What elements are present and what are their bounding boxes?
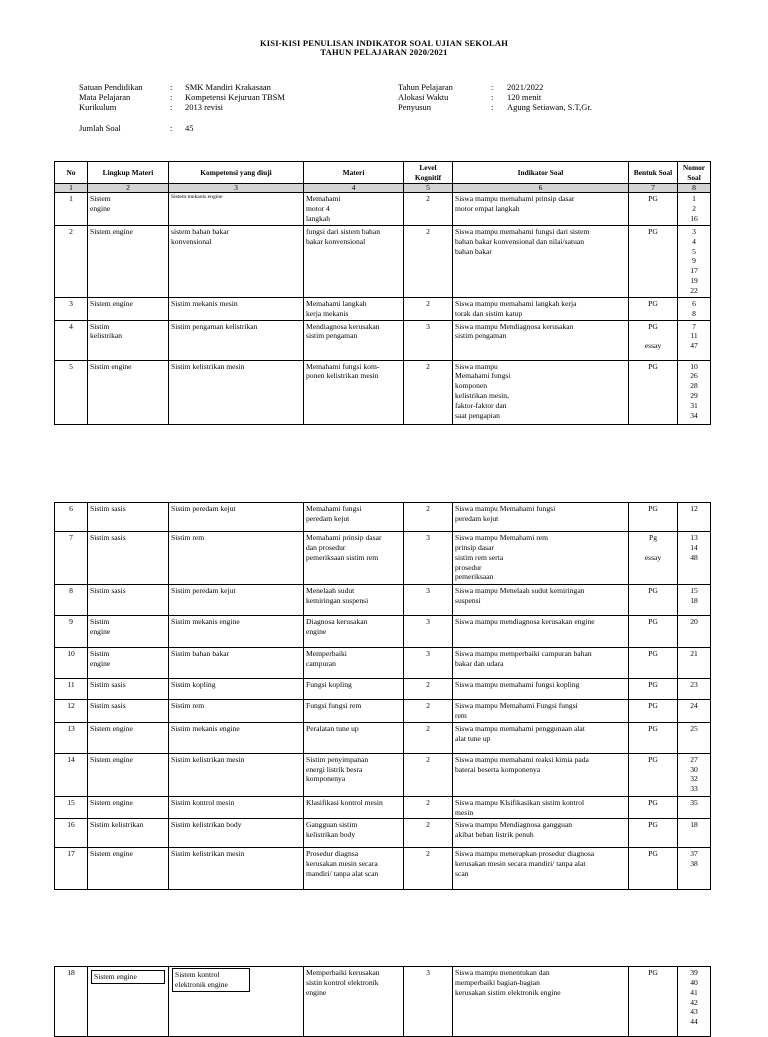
column-number: 4	[304, 184, 404, 193]
cell-no: 7	[55, 532, 88, 585]
cell-indikator: Siswa mampu memahami reaksi kimia pada baterai beserta komponenya	[453, 753, 629, 796]
cell-kompetensi: Sistim kelistrikan mesin	[169, 848, 304, 890]
cell-level: 2	[404, 753, 453, 796]
cell-materi: Sistim penyimpanan energi listrik besra komponenya	[304, 753, 404, 796]
cell-materi: Memahami fungsi kom- ponen kelistrikan mesin	[304, 360, 404, 424]
info-label: Mata Pelajaran	[79, 92, 131, 102]
cell-materi: Gangguan sistim kelistrikan body	[304, 819, 404, 848]
cell-materi: Memahami langkah kerja mekanis	[304, 297, 404, 320]
info-separator: :	[170, 123, 173, 133]
cell-indikator: Siswa mampu memahami langkah kerja torak dan sistim katup	[453, 297, 629, 320]
cell-materi: Mendiagnosa kerusakan sistim pengaman	[304, 320, 404, 360]
column-number: 6	[453, 184, 629, 193]
kisi-kisi-table-part-3	[54, 966, 711, 1037]
cell-materi: Memperbaiki kerusakan sistin kontrol elektronik engine	[304, 967, 404, 1037]
cell-lingkup: Sistem engine	[88, 193, 169, 226]
info-separator: :	[170, 102, 173, 112]
cell-bentuk: PG	[629, 753, 678, 796]
cell-no: 4	[55, 320, 88, 360]
cell-level: 3	[404, 532, 453, 585]
column-header: Materi	[304, 162, 404, 184]
cell-bentuk: PG	[629, 679, 678, 700]
cell-kompetensi	[169, 967, 304, 1037]
column-header: Level Kognitif	[404, 162, 453, 184]
cell-no: 11	[55, 679, 88, 700]
table-row	[55, 225, 711, 297]
info-value: Agung Setiawan, S.T,Gr.	[507, 102, 592, 112]
cell-no: 9	[55, 616, 88, 648]
cell-kompetensi: Sistim pengaman kelistrikan	[169, 320, 304, 360]
table-row	[55, 753, 711, 796]
cell-kompetensi: Sistim mekanis engine	[169, 616, 304, 648]
cell-bentuk: PG	[629, 819, 678, 848]
cell-bentuk: PG	[629, 193, 678, 226]
cell-nomor: 1 2 16	[678, 193, 711, 226]
cell-level: 2	[404, 700, 453, 723]
cell-indikator: Siswa mampu Memahami Fungsi fungsi rem	[453, 700, 629, 723]
cell-bentuk: PG	[629, 360, 678, 424]
cell-kompetensi: Sistim rem	[169, 532, 304, 585]
cell-lingkup: Sistim engine	[88, 360, 169, 424]
info-separator: :	[170, 92, 173, 102]
cell-nomor: 23	[678, 679, 711, 700]
cell-materi: Memahami prinsip dasar dan prosedur pemeriksaan sistim rem	[304, 532, 404, 585]
cell-lingkup: Sistim sasis	[88, 503, 169, 532]
info-value: SMK Mandiri Krakasaan	[185, 82, 271, 92]
cell-lingkup: Sistim sasis	[88, 532, 169, 585]
cell-lingkup: Sistim engine	[88, 648, 169, 679]
cell-kompetensi: Sistim kopling	[169, 679, 304, 700]
cell-indikator: Siswa mampu memahami fungsi dari sistem bahan bakar konvensional dan nilai/satuan bahan bakar	[453, 225, 629, 297]
cell-no: 17	[55, 848, 88, 890]
cell-kompetensi: Sistim kelistrikan mesin	[169, 753, 304, 796]
cell-no: 12	[55, 700, 88, 723]
cell-lingkup: Sistim engine	[88, 616, 169, 648]
table-row	[55, 848, 711, 890]
cell-no: 6	[55, 503, 88, 532]
column-number: 3	[169, 184, 304, 193]
table-row	[55, 616, 711, 648]
cell-bentuk: PG	[629, 616, 678, 648]
column-number: 5	[404, 184, 453, 193]
cell-kompetensi: Sistim kelistrikan mesin	[169, 360, 304, 424]
table-row	[55, 679, 711, 700]
cell-level: 2	[404, 679, 453, 700]
cell-bentuk: PG	[629, 225, 678, 297]
info-value: Kompetensi Kejuruan TBSM	[185, 92, 285, 102]
column-header: No	[55, 162, 88, 184]
cell-bentuk: PG	[629, 503, 678, 532]
table-row	[55, 819, 711, 848]
cell-bentuk: PG	[629, 648, 678, 679]
cell-indikator: Siswa mampu Memahami fungsi peredam kejut	[453, 503, 629, 532]
cell-nomor: 10 26 28 29 31 34	[678, 360, 711, 424]
cell-nomor: 13 14 48	[678, 532, 711, 585]
info-separator: :	[491, 92, 494, 102]
cell-lingkup: Sistem engine	[88, 297, 169, 320]
cell-indikator: Siswa mampu Menelaah sudut kemiringan suspensi	[453, 585, 629, 616]
cell-nomor: 24	[678, 700, 711, 723]
info-label: Kurikulum	[79, 102, 117, 112]
info-separator: :	[491, 102, 494, 112]
kisi-kisi-table-part-2	[54, 502, 711, 890]
cell-indikator: Siswa mampu memahami penggunaan alat alat tune up	[453, 722, 629, 753]
cell-nomor: 18	[678, 819, 711, 848]
cell-materi: Prosedur diagnsa kerusakan mesin secara mandiri/ tanpa alat scan	[304, 848, 404, 890]
cell-kompetensi: sistem bahan bakar konvensional	[169, 225, 304, 297]
info-label: Tahun Pelajaran	[398, 82, 453, 92]
cell-no: 8	[55, 585, 88, 616]
column-number: 2	[88, 184, 169, 193]
table-row	[55, 967, 711, 1037]
cell-materi: Fungsi kopling	[304, 679, 404, 700]
table-row	[55, 503, 711, 532]
cell-indikator: Siswa mampu memahami prinsip dasar motor empat langkah	[453, 193, 629, 226]
cell-no: 14	[55, 753, 88, 796]
lingkup-box: Sistem engine	[91, 970, 165, 984]
cell-level: 2	[404, 225, 453, 297]
cell-indikator: Siswa mampu memahami fungsi kopling	[453, 679, 629, 700]
column-number: 1	[55, 184, 88, 193]
cell-indikator: Siswa mampu menerapkan prosedur diagnosa kerusakan mesin secara mandiri/ tanpa alat scan	[453, 848, 629, 890]
info-value: 45	[185, 123, 194, 133]
cell-materi: Memahami motor 4 langkah	[304, 193, 404, 226]
cell-nomor: 37 38	[678, 848, 711, 890]
table-row	[55, 297, 711, 320]
cell-kompetensi: Sistim rem	[169, 700, 304, 723]
column-number: 8	[678, 184, 711, 193]
cell-bentuk: PG	[629, 700, 678, 723]
info-separator: :	[170, 82, 173, 92]
column-header: Bentuk Soal	[629, 162, 678, 184]
cell-level: 3	[404, 616, 453, 648]
cell-indikator: Siswa mampu Klsifikasikan sistim kontrol mesin	[453, 796, 629, 819]
cell-nomor: 12	[678, 503, 711, 532]
cell-level: 2	[404, 297, 453, 320]
cell-indikator: Siswa mampu Mendiagnosa kerusakan sistim pengaman	[453, 320, 629, 360]
cell-bentuk: PG	[629, 967, 678, 1037]
kompetensi-box: Sistem kontrol elektronik engine	[172, 968, 250, 992]
column-header: Indikator Soal	[453, 162, 629, 184]
cell-level: 3	[404, 648, 453, 679]
column-header: Lingkup Materi	[88, 162, 169, 184]
cell-nomor: 15 18	[678, 585, 711, 616]
info-label: Penyusun	[398, 102, 432, 112]
cell-lingkup: Sistem engine	[88, 225, 169, 297]
column-header: Nomor Soal	[678, 162, 711, 184]
cell-materi: Memperbaiki campuran	[304, 648, 404, 679]
info-value: 2021/2022	[507, 82, 544, 92]
cell-kompetensi: Sistim kontrol mesin	[169, 796, 304, 819]
table-row	[55, 796, 711, 819]
cell-nomor: 3 4 5 9 17 19 22	[678, 225, 711, 297]
info-value: 2013 revisi	[185, 102, 224, 112]
cell-lingkup: Sistim sasis	[88, 700, 169, 723]
table-row	[55, 722, 711, 753]
cell-bentuk: Pg essay	[629, 532, 678, 585]
cell-lingkup: Sistim kelistrikan	[88, 320, 169, 360]
cell-kompetensi: Sistim bahan bakar	[169, 648, 304, 679]
table-row	[55, 585, 711, 616]
cell-kompetensi: Sistim mekanis mesin	[169, 297, 304, 320]
cell-lingkup	[88, 967, 169, 1037]
cell-level: 2	[404, 848, 453, 890]
cell-lingkup: Sistim kelistrikan	[88, 819, 169, 848]
table-row	[55, 320, 711, 360]
cell-no: 16	[55, 819, 88, 848]
cell-lingkup: Sistem engine	[88, 796, 169, 819]
cell-lingkup: Sistem engine	[88, 848, 169, 890]
table-row	[55, 360, 711, 424]
cell-materi: Menelaah sudut kemiringan suspensi	[304, 585, 404, 616]
cell-level: 2	[404, 819, 453, 848]
cell-materi: Fungsi fungsi rem	[304, 700, 404, 723]
cell-no: 18	[55, 967, 88, 1037]
cell-kompetensi: Sistem mekanis engine	[169, 193, 304, 226]
cell-bentuk: PG	[629, 796, 678, 819]
info-value: 120 menit	[507, 92, 542, 102]
cell-no: 13	[55, 722, 88, 753]
cell-bentuk: PG essay	[629, 320, 678, 360]
cell-materi: fungsi dari sistem bahan bakar konvensional	[304, 225, 404, 297]
cell-lingkup: Sistem engine	[88, 722, 169, 753]
cell-bentuk: PG	[629, 297, 678, 320]
cell-level: 2	[404, 360, 453, 424]
cell-level: 3	[404, 320, 453, 360]
cell-level: 2	[404, 796, 453, 819]
info-separator: :	[491, 82, 494, 92]
cell-indikator: Siswa mampu menentukan dan memperbaiki bagian-bagian kerusakan sistim elektronik engine	[453, 967, 629, 1037]
cell-level: 2	[404, 722, 453, 753]
cell-kompetensi: Sistim kelistrikan body	[169, 819, 304, 848]
cell-nomor: 7 11 47	[678, 320, 711, 360]
cell-level: 3	[404, 967, 453, 1037]
cell-bentuk: PG	[629, 585, 678, 616]
info-label: Alokasi Waktu	[398, 92, 449, 102]
table-row	[55, 532, 711, 585]
cell-nomor: 27 30 32 33	[678, 753, 711, 796]
table-row	[55, 700, 711, 723]
info-label: Jumlah Soal	[79, 123, 121, 133]
cell-nomor: 25	[678, 722, 711, 753]
cell-materi: Diagnosa kerusakan engine	[304, 616, 404, 648]
cell-materi: Peralatan tune up	[304, 722, 404, 753]
cell-nomor: 39 40 41 42 43 44	[678, 967, 711, 1037]
info-label: Satuan Pendidikan	[79, 82, 143, 92]
cell-bentuk: PG	[629, 722, 678, 753]
cell-lingkup: Sistem engine	[88, 753, 169, 796]
cell-nomor: 21	[678, 648, 711, 679]
cell-lingkup: Sistim sasis	[88, 585, 169, 616]
cell-lingkup: Sistim sasis	[88, 679, 169, 700]
column-header: Kompetensi yang diuji	[169, 162, 304, 184]
cell-indikator: Siswa mampu Memahami rem prinsip dasar sistim rem serta prosedur pemeriksaan	[453, 532, 629, 585]
cell-nomor: 6 8	[678, 297, 711, 320]
column-number: 7	[629, 184, 678, 193]
cell-indikator: Siswa mampu mendiagnosa kerusakan engine	[453, 616, 629, 648]
cell-no: 5	[55, 360, 88, 424]
cell-no: 10	[55, 648, 88, 679]
cell-bentuk: PG	[629, 848, 678, 890]
cell-nomor: 35	[678, 796, 711, 819]
table-row	[55, 193, 711, 226]
cell-kompetensi: Sistim peredam kejut	[169, 585, 304, 616]
cell-level: 3	[404, 585, 453, 616]
cell-no: 3	[55, 297, 88, 320]
cell-no: 1	[55, 193, 88, 226]
cell-indikator: Siswa mampu Mendiagnosa gangguan akibat beban listrik penuh	[453, 819, 629, 848]
kisi-kisi-table-part-1	[54, 161, 711, 425]
cell-materi: Memahami fungsi peredam kejut	[304, 503, 404, 532]
cell-kompetensi: Sistim peredam kejut	[169, 503, 304, 532]
cell-nomor: 20	[678, 616, 711, 648]
cell-indikator: Siswa mampu Memahami fungsi komponen kelistrikan mesin, faktor-faktor dan saat pengapian	[453, 360, 629, 424]
document-title: KISI-KISI PENULISAN INDIKATOR SOAL UJIAN SEKOLAH	[259, 38, 509, 48]
table-row	[55, 648, 711, 679]
cell-materi: Klasifikasi kontrol mesin	[304, 796, 404, 819]
cell-level: 2	[404, 193, 453, 226]
cell-no: 2	[55, 225, 88, 297]
document-subtitle: TAHUN PELAJARAN 2020/2021	[320, 47, 448, 57]
cell-level: 2	[404, 503, 453, 532]
cell-indikator: Siswa mampu memperbaiki campuran bahan bakar dan udara	[453, 648, 629, 679]
cell-kompetensi: Sistim mekanis engine	[169, 722, 304, 753]
cell-no: 15	[55, 796, 88, 819]
